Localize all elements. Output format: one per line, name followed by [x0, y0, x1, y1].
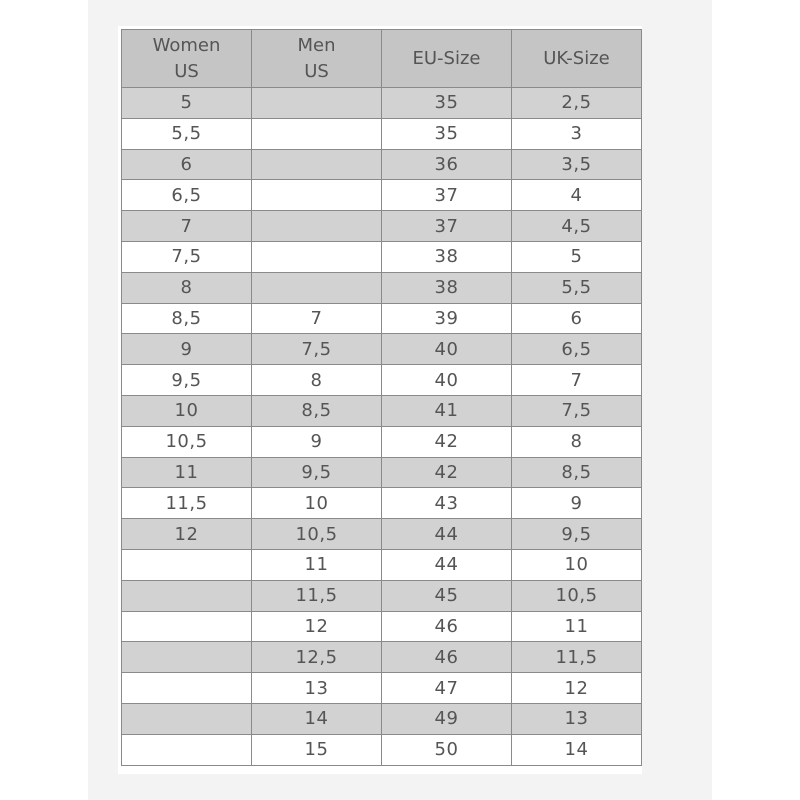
table-row: [122, 673, 642, 704]
cell-eu-size: 40: [382, 365, 512, 396]
cell-men-us: 14: [252, 703, 382, 734]
cell-men-us: 9: [252, 426, 382, 457]
cell-uk-size: 5: [512, 241, 642, 272]
cell-uk-size: 9,5: [512, 519, 642, 550]
cell-women-us: 5,5: [122, 118, 252, 149]
table-row: [122, 703, 642, 734]
cell-men-us: 12: [252, 611, 382, 642]
cell-eu-size: 46: [382, 642, 512, 673]
header-women-us-line1: Women: [152, 34, 221, 56]
cell-eu-size: 42: [382, 457, 512, 488]
cell-women-us: 10: [122, 395, 252, 426]
cell-women-us: 9,5: [122, 365, 252, 396]
cell-eu-size: 41: [382, 395, 512, 426]
cell-uk-size: 12: [512, 673, 642, 704]
cell-men-us: 11,5: [252, 580, 382, 611]
header-uk-size: [512, 30, 642, 88]
size-chart-table: [121, 29, 642, 766]
table-row: [122, 734, 642, 765]
cell-eu-size: 46: [382, 611, 512, 642]
table-row: [122, 118, 642, 149]
cell-uk-size: 4: [512, 180, 642, 211]
header-men-us-line2: US: [304, 60, 329, 82]
cell-eu-size: 40: [382, 334, 512, 365]
cell-eu-size: 43: [382, 488, 512, 519]
cell-men-us: 7,5: [252, 334, 382, 365]
cell-uk-size: 3,5: [512, 149, 642, 180]
cell-women-us: [122, 611, 252, 642]
cell-women-us: 7,5: [122, 241, 252, 272]
table-row: [122, 611, 642, 642]
cell-eu-size: 37: [382, 211, 512, 242]
cell-uk-size: 4,5: [512, 211, 642, 242]
table-row: [122, 642, 642, 673]
cell-eu-size: 50: [382, 734, 512, 765]
header-men-us-line1: Men: [297, 34, 336, 56]
cell-men-us: [252, 149, 382, 180]
cell-men-us: [252, 88, 382, 119]
cell-women-us: 8,5: [122, 303, 252, 334]
header-uk-size-label: UK-Size: [543, 47, 610, 69]
cell-men-us: [252, 180, 382, 211]
cell-women-us: 6: [122, 149, 252, 180]
table-row: [122, 88, 642, 119]
cell-uk-size: 5,5: [512, 272, 642, 303]
table-row: [122, 426, 642, 457]
cell-uk-size: 10,5: [512, 580, 642, 611]
cell-eu-size: 45: [382, 580, 512, 611]
cell-eu-size: 49: [382, 703, 512, 734]
size-chart-card: [118, 26, 642, 774]
header-women-us: [122, 30, 252, 88]
cell-eu-size: 35: [382, 88, 512, 119]
cell-women-us: 6,5: [122, 180, 252, 211]
cell-men-us: 15: [252, 734, 382, 765]
table-row: [122, 457, 642, 488]
cell-women-us: [122, 549, 252, 580]
cell-eu-size: 44: [382, 519, 512, 550]
cell-uk-size: 11,5: [512, 642, 642, 673]
table-row: [122, 519, 642, 550]
cell-men-us: 11: [252, 549, 382, 580]
cell-women-us: [122, 580, 252, 611]
cell-men-us: [252, 211, 382, 242]
cell-eu-size: 38: [382, 241, 512, 272]
cell-men-us: 8,5: [252, 395, 382, 426]
cell-women-us: 9: [122, 334, 252, 365]
cell-women-us: 7: [122, 211, 252, 242]
cell-women-us: [122, 703, 252, 734]
table-row: [122, 365, 642, 396]
cell-men-us: 7: [252, 303, 382, 334]
table-row: [122, 211, 642, 242]
cell-women-us: 5: [122, 88, 252, 119]
cell-women-us: [122, 673, 252, 704]
cell-eu-size: 35: [382, 118, 512, 149]
table-row: [122, 395, 642, 426]
cell-women-us: [122, 734, 252, 765]
table-row: [122, 488, 642, 519]
cell-uk-size: 8,5: [512, 457, 642, 488]
cell-eu-size: 39: [382, 303, 512, 334]
cell-women-us: 12: [122, 519, 252, 550]
table-row: [122, 149, 642, 180]
cell-women-us: 11,5: [122, 488, 252, 519]
table-row: [122, 549, 642, 580]
table-row: [122, 580, 642, 611]
cell-uk-size: 13: [512, 703, 642, 734]
header-men-us: [252, 30, 382, 88]
cell-men-us: 8: [252, 365, 382, 396]
header-women-us-line2: US: [174, 60, 199, 82]
cell-men-us: 9,5: [252, 457, 382, 488]
cell-men-us: [252, 118, 382, 149]
table-row: [122, 334, 642, 365]
table-row: [122, 303, 642, 334]
cell-women-us: 10,5: [122, 426, 252, 457]
cell-uk-size: 7,5: [512, 395, 642, 426]
header-eu-size: [382, 30, 512, 88]
cell-women-us: 8: [122, 272, 252, 303]
size-rows: [122, 88, 642, 766]
cell-uk-size: 14: [512, 734, 642, 765]
cell-eu-size: 36: [382, 149, 512, 180]
cell-eu-size: 47: [382, 673, 512, 704]
cell-uk-size: 2,5: [512, 88, 642, 119]
page-background: [88, 0, 712, 800]
cell-uk-size: 6: [512, 303, 642, 334]
cell-men-us: 12,5: [252, 642, 382, 673]
table-row: [122, 272, 642, 303]
header-eu-size-label: EU-Size: [412, 47, 481, 69]
header-row: [122, 30, 642, 88]
cell-uk-size: 8: [512, 426, 642, 457]
cell-eu-size: 42: [382, 426, 512, 457]
table-row: [122, 241, 642, 272]
cell-eu-size: 44: [382, 549, 512, 580]
cell-uk-size: 6,5: [512, 334, 642, 365]
cell-uk-size: 9: [512, 488, 642, 519]
cell-men-us: 13: [252, 673, 382, 704]
cell-men-us: [252, 241, 382, 272]
cell-women-us: 11: [122, 457, 252, 488]
cell-uk-size: 3: [512, 118, 642, 149]
cell-eu-size: 38: [382, 272, 512, 303]
cell-uk-size: 7: [512, 365, 642, 396]
cell-uk-size: 10: [512, 549, 642, 580]
cell-eu-size: 37: [382, 180, 512, 211]
cell-men-us: 10,5: [252, 519, 382, 550]
cell-uk-size: 11: [512, 611, 642, 642]
cell-men-us: [252, 272, 382, 303]
table-row: [122, 180, 642, 211]
cell-men-us: 10: [252, 488, 382, 519]
cell-women-us: [122, 642, 252, 673]
